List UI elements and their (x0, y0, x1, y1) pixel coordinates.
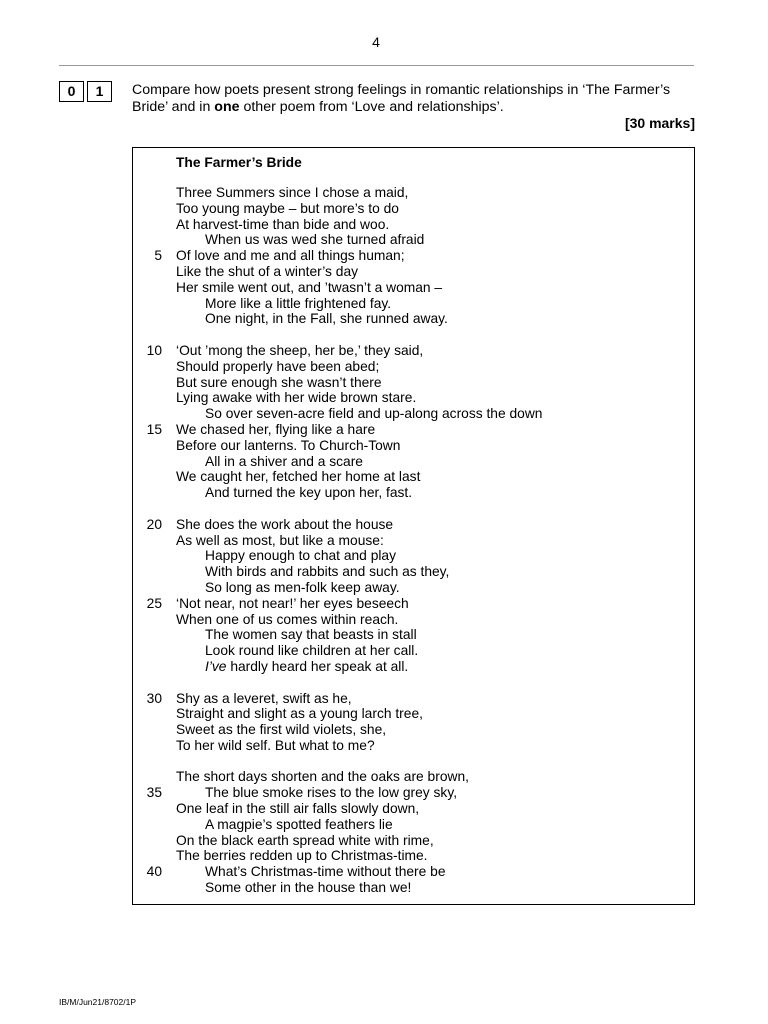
line-text: The blue smoke rises to the low grey sky, (205, 785, 458, 801)
poem-line (133, 232, 694, 248)
line-text: Too young maybe – but more’s to do (176, 200, 399, 216)
poem-line (133, 659, 694, 675)
line-number: 15 (146, 421, 162, 437)
line-text: Happy enough to chat and play (205, 548, 397, 564)
poem-line (133, 848, 694, 864)
line-number: 40 (146, 864, 162, 880)
line-text: More like a little frightened fay. (205, 295, 392, 311)
line-text: Look round like children at her call. (205, 643, 419, 659)
poem-line (133, 548, 694, 564)
poem-line (133, 296, 694, 312)
line-text: She does the work about the house (176, 516, 394, 532)
poem-title: The Farmer’s Bride (176, 155, 302, 170)
question-number (59, 81, 112, 102)
stanza-gap (133, 501, 694, 517)
poem-line (133, 343, 694, 359)
question-text-part: Compare how poets present strong feelings in romantic relationships in ‘The Farmer’s Bride’ and in (132, 82, 671, 115)
line-text: The berries redden up to Christmas-time. (176, 848, 428, 864)
line-text: All in a shiver and a scare (205, 453, 363, 469)
poem-line (133, 833, 694, 849)
poem-line (133, 311, 694, 327)
line-number: 5 (154, 248, 162, 264)
line-text: We caught her, fetched her home at last (176, 469, 421, 485)
poem-line (133, 612, 694, 628)
poem-line (133, 580, 694, 596)
poem-line (133, 438, 694, 454)
page-number: 4 (372, 34, 380, 50)
line-text: Shy as a leveret, swift as he, (176, 690, 352, 706)
line-text: Before our lanterns. To Church-Town (176, 437, 401, 453)
poem-line (133, 454, 694, 470)
poem-line (133, 517, 694, 533)
stanza-gap (133, 327, 694, 343)
line-text: The women say that beasts in stall (205, 627, 417, 643)
line-text: On the black earth spread white with rime, (176, 832, 434, 848)
question-digit-box: 1 (87, 81, 112, 102)
line-text: A magpie’s spotted feathers lie (205, 816, 393, 832)
poem-line (133, 248, 694, 264)
line-text: Her smile went out, and ’twasn’t a woman – (176, 279, 443, 295)
line-text: The short days shorten and the oaks are brown, (176, 769, 469, 785)
line-text-italic: I’ve (205, 658, 227, 674)
marks-allocation: [30 marks] (624, 115, 695, 131)
question-text (132, 82, 692, 115)
line-text: Lying awake with her wide brown stare. (176, 390, 417, 406)
line-text: When us was wed she turned afraid (205, 232, 425, 248)
stanza-gap (133, 675, 694, 691)
poem-lines (133, 185, 694, 896)
line-text: Should properly have been abed; (176, 358, 380, 374)
line-text: Of love and me and all things human; (176, 248, 405, 264)
stanza-gap (133, 754, 694, 770)
line-text: Sweet as the first wild violets, she, (176, 722, 387, 738)
poem-line (133, 406, 694, 422)
poem-line (133, 359, 694, 375)
poem-line (133, 264, 694, 280)
line-text: And turned the key upon her, fast. (205, 485, 413, 501)
line-text: One night, in the Fall, she runned away. (205, 311, 448, 327)
line-text-rest: hardly heard her speak at all. (226, 658, 409, 674)
footer-code: IB/M/Jun21/8702/1P (59, 997, 137, 1007)
question-digit-box: 0 (59, 81, 84, 102)
line-text: Like the shut of a winter’s day (176, 263, 359, 279)
line-text: As well as most, but like a mouse: (176, 532, 384, 548)
header-divider (59, 65, 694, 66)
poem-line (133, 185, 694, 201)
poem-line (133, 390, 694, 406)
poem-line (133, 769, 694, 785)
poem-line (133, 627, 694, 643)
poem-line (133, 691, 694, 707)
line-text: With birds and rabbits and such as they, (205, 564, 450, 580)
poem-line (133, 533, 694, 549)
line-text: ‘Not near, not near!’ her eyes beseech (176, 595, 409, 611)
line-text: Some other in the house than we! (205, 880, 412, 896)
question-text-emphasis: one (214, 98, 240, 115)
line-text: When one of us comes within reach. (176, 611, 399, 627)
line-number: 30 (146, 690, 162, 706)
line-text: To her wild self. But what to me? (176, 737, 375, 753)
line-text: ‘Out ’mong the sheep, her be,’ they said, (176, 342, 424, 358)
poem-line (133, 469, 694, 485)
poem-line (133, 596, 694, 612)
line-text: We chased her, flying like a hare (176, 421, 376, 437)
line-text: So over seven-acre field and up-along across the down (205, 406, 543, 422)
poem-line (133, 422, 694, 438)
line-number: 10 (146, 342, 162, 358)
poem-box (132, 147, 695, 905)
poem-line (133, 722, 694, 738)
poem-line (133, 217, 694, 233)
poem-line (133, 280, 694, 296)
poem-line (133, 375, 694, 391)
poem-line (133, 485, 694, 501)
poem-line (133, 564, 694, 580)
line-number: 25 (146, 595, 162, 611)
line-text: At harvest-time than bide and woo. (176, 216, 390, 232)
line-text (205, 659, 408, 675)
line-number: 20 (146, 516, 162, 532)
poem-line (133, 880, 694, 896)
line-text: Straight and slight as a young larch tree, (176, 706, 423, 722)
poem-line (133, 817, 694, 833)
poem-line (133, 801, 694, 817)
line-text: Three Summers since I chose a maid, (176, 185, 409, 200)
poem-line (133, 864, 694, 880)
poem-line (133, 706, 694, 722)
line-text: So long as men-folk keep away. (205, 579, 400, 595)
poem-line (133, 738, 694, 754)
line-text: What’s Christmas-time without there be (205, 864, 446, 880)
line-number: 35 (146, 785, 162, 801)
poem-line (133, 201, 694, 217)
line-text: One leaf in the still air falls slowly down, (176, 801, 420, 817)
poem-line (133, 785, 694, 801)
poem-line (133, 643, 694, 659)
question-text-part: other poem from ‘Love and relationships’. (239, 98, 504, 115)
line-text: But sure enough she wasn’t there (176, 374, 382, 390)
